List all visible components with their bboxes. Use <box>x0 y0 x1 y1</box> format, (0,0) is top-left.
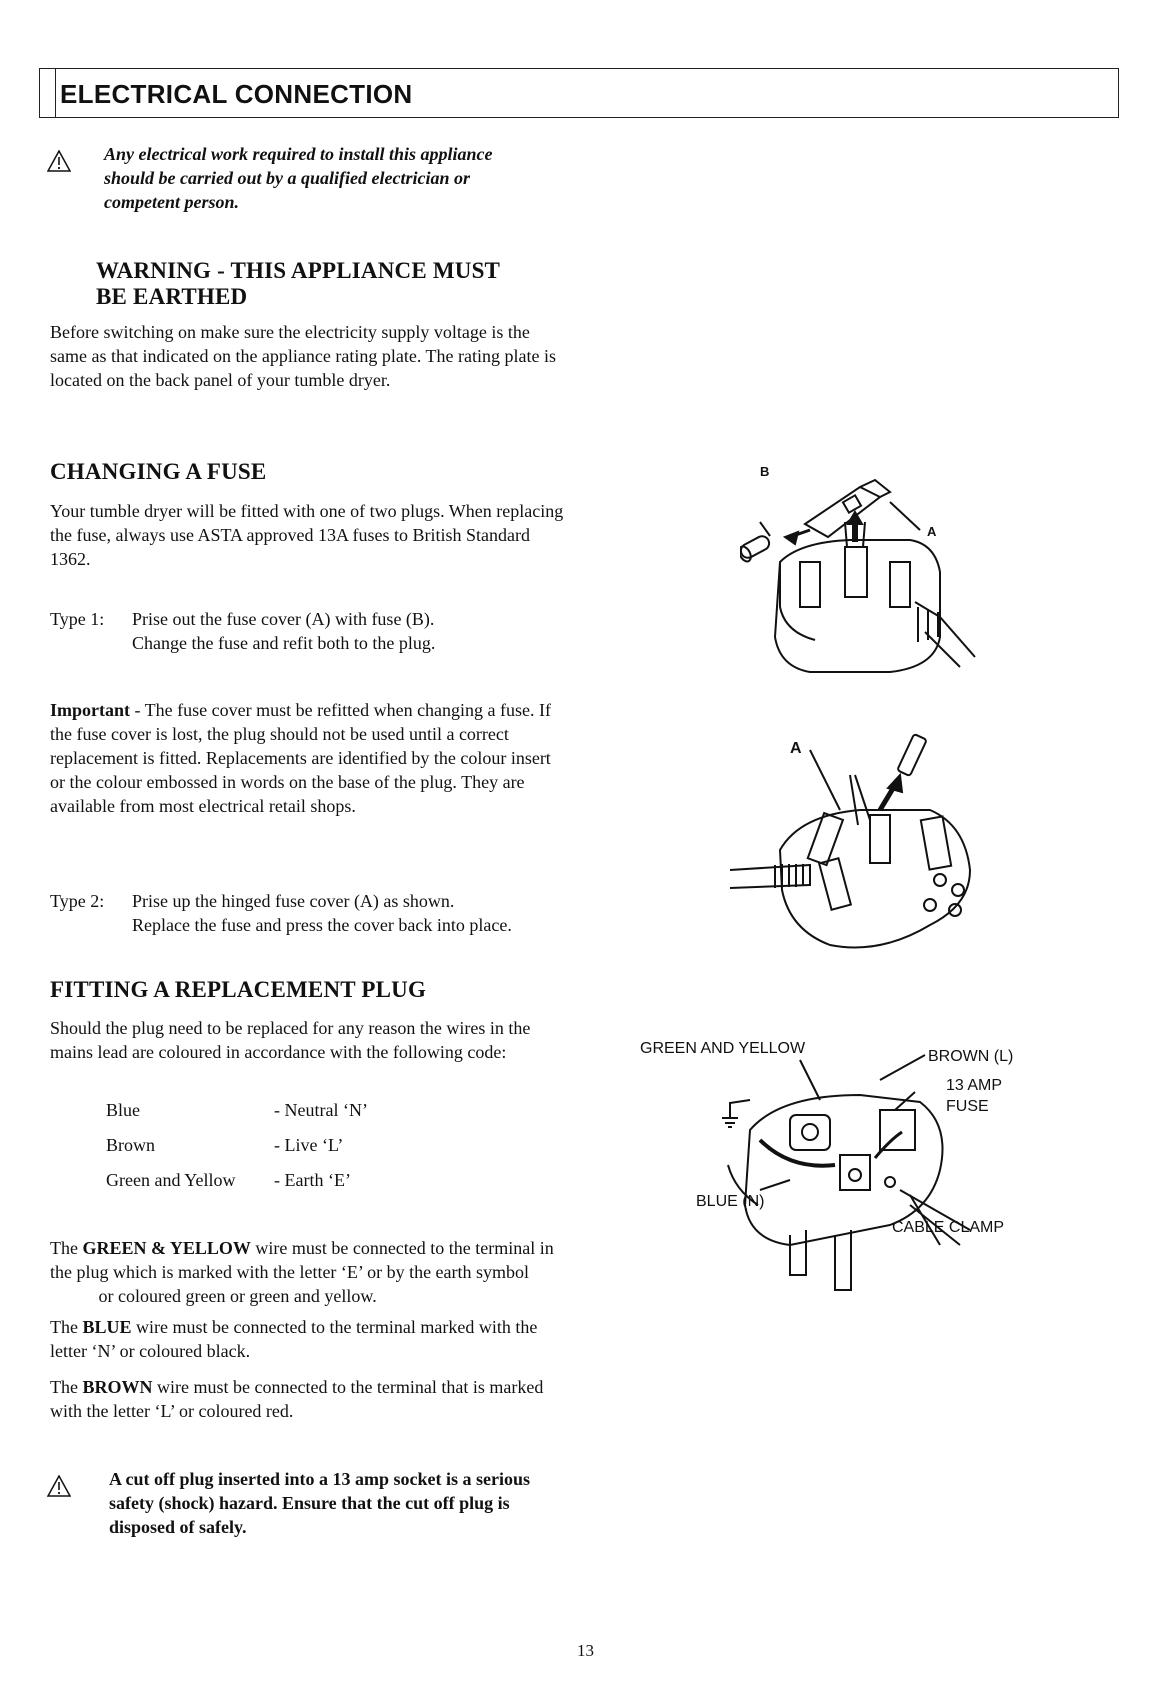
label-cable-clamp: CABLE CLAMP <box>892 1219 1005 1236</box>
type2-label: Type 2: <box>50 891 105 911</box>
label-a: A <box>927 524 937 539</box>
important-note <box>50 698 570 818</box>
plug-type1-diagram <box>740 462 980 707</box>
green-yellow-emphasis: GREEN & YELLOW <box>82 1238 251 1258</box>
blue-paragraph: The BLUE wire must be connected to the terminal marked with the letter ‘N’ or coloured black. <box>50 1317 538 1361</box>
code-colour-brown: Brown <box>106 1135 155 1155</box>
plug-wiring-diagram <box>640 1040 1040 1300</box>
brown-paragraph: The BROWN wire must be connected to the terminal that is marked with the letter ‘L’ or coloured red. <box>50 1377 544 1421</box>
label-13-amp: 13 AMP <box>946 1077 1003 1094</box>
header-accent-bar <box>40 69 56 117</box>
warning-text: Before switching on make sure the electricity supply voltage is the same as that indicated on the appliance rating plate. The rating plate is located on the back panel of your tumble dryer. <box>50 322 556 390</box>
label-green-yellow: GREEN AND YELLOW <box>640 1040 806 1057</box>
section-header <box>39 68 1119 118</box>
type1-line1: Prise out the fuse cover (A) with fuse (B). <box>132 609 435 629</box>
replacement-plug-heading: FITTING A REPLACEMENT PLUG <box>50 977 427 1002</box>
type2-line2: Replace the fuse and press the cover back into place. <box>132 915 512 935</box>
plug-type2-diagram <box>730 730 990 960</box>
type2-line1: Prise up the hinged fuse cover (A) as shown. <box>132 891 455 911</box>
warning-triangle-icon <box>47 1475 71 1497</box>
page-number: 13 <box>577 1641 594 1660</box>
blue-emphasis: BLUE <box>82 1317 132 1337</box>
code-colour-blue: Blue <box>106 1100 140 1120</box>
label-brown: BROWN (L) <box>928 1048 1014 1065</box>
code-meaning-live: - Live ‘L’ <box>274 1135 344 1155</box>
code-meaning-earth: - Earth ‘E’ <box>274 1170 351 1190</box>
plug-type2-illustration <box>730 730 990 960</box>
changing-fuse-intro: Your tumble dryer will be fitted with one of two plugs. When replacing the fuse, always use ASTA approved 13A fuses to British Standard 1362. <box>50 501 564 569</box>
label-fuse: FUSE <box>946 1098 989 1115</box>
code-colour-green-yellow: Green and Yellow <box>106 1170 236 1190</box>
warning-heading-line2: BE EARTHED <box>96 284 248 309</box>
warning-heading <box>96 258 576 310</box>
caution-cut-off-plug: A cut off plug inserted into a 13 amp socket is a serious safety (shock) hazard. Ensure that the cut off plug is disposed of safely. <box>109 1469 531 1537</box>
label-a: A <box>790 740 802 757</box>
replacement-plug-intro: Should the plug need to be replaced for any reason the wires in the mains lead are coloured in accordance with the following code: <box>50 1018 531 1062</box>
changing-fuse-heading: CHANGING A FUSE <box>50 459 267 484</box>
type1-label: Type 1: <box>50 609 105 629</box>
page-title: ELECTRICAL CONNECTION <box>60 79 413 109</box>
important-label: Important <box>50 700 130 720</box>
warning-heading-line1: WARNING - THIS APPLIANCE MUST <box>96 258 501 283</box>
plug-type1-illustration <box>740 462 980 707</box>
brown-emphasis: BROWN <box>82 1377 153 1397</box>
label-b: B <box>760 464 770 479</box>
green-yellow-paragraph: The GREEN & YELLOW wire must be connected to the terminal in the plug which is marked with the letter ‘E’ or by the earth symbol or coloured green or green and yellow. <box>50 1238 554 1306</box>
label-blue: BLUE (N) <box>696 1193 765 1210</box>
warning-triangle-icon <box>47 150 71 172</box>
type1-line2: Change the fuse and refit both to the plug. <box>132 633 436 653</box>
important-text: - The fuse cover must be refitted when changing a fuse. If the fuse cover is lost, the plug should not be used until a correct replacement is fitted. Replacements are identified by the colour insert or the colour embossed in words on the base of the plug. They are available from most electrical retail shops. <box>50 700 552 816</box>
caution-qualified-electrician: Any electrical work required to install this appliance should be carried out by a qualified electrician or competent person. <box>104 144 493 212</box>
code-meaning-neutral: - Neutral ‘N’ <box>274 1100 368 1120</box>
